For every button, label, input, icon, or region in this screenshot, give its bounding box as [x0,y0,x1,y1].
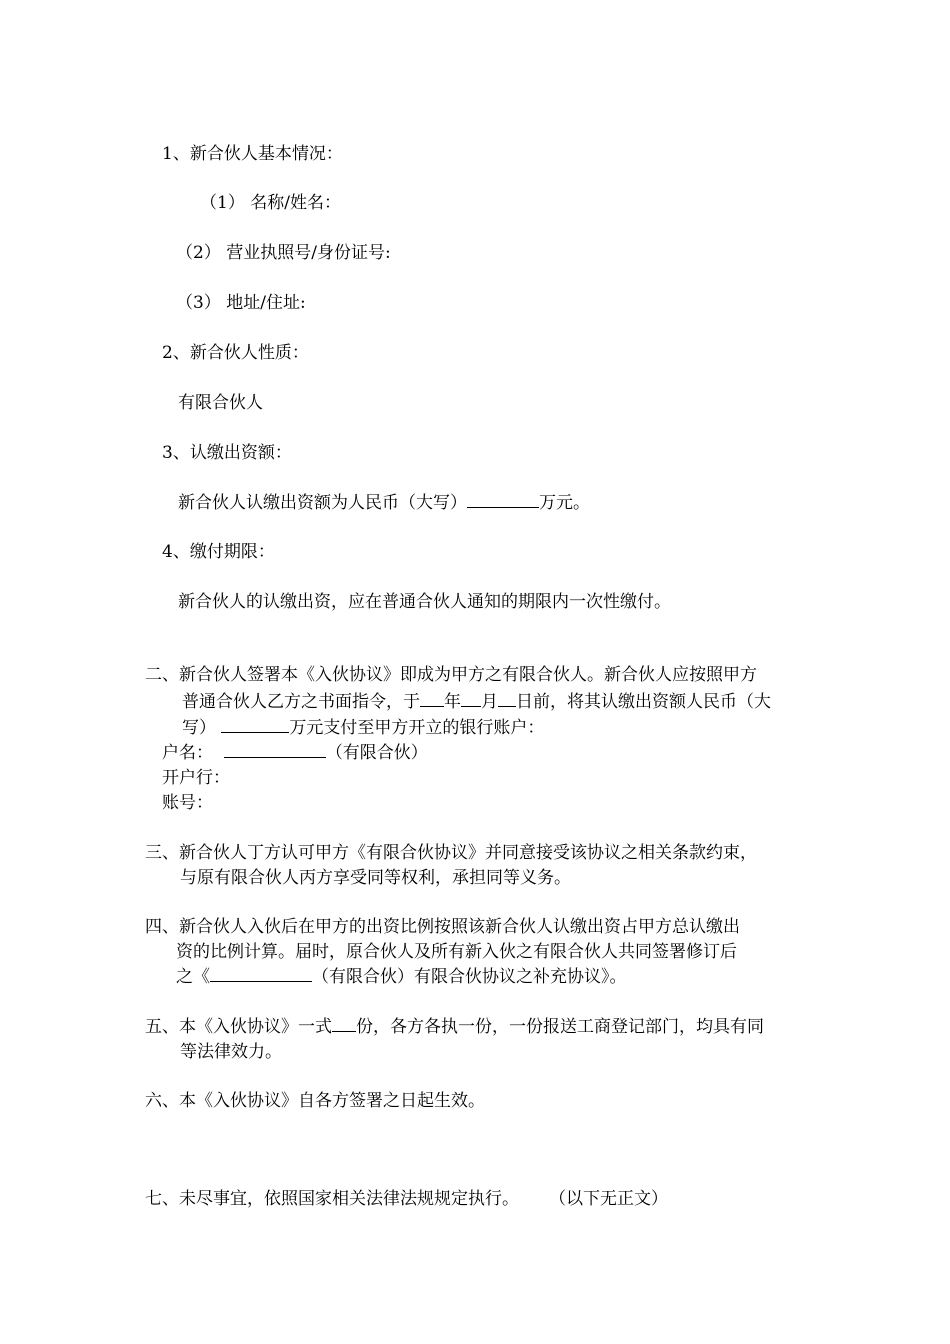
clause-3-line-1: 三、新合伙人丁方认可甲方《有限合伙协议》并同意接受该协议之相关条款约束， [145,843,757,863]
clause-7-line [145,1187,668,1211]
clause-6-line-1: 六、本《入伙协议》自各方签署之日起生效。 [145,1091,485,1111]
account-number-label: 账号： [162,793,213,813]
account-name-label: 户名： [162,743,213,763]
clause-4-text: （有限合伙）有限合伙协议之补充协议》。 [312,967,627,987]
clause-7-text: 七、未尽事宜，依照国家相关法律法规规定执行。 [145,1189,519,1209]
clause-5-line-2: 等法律效力。 [180,1042,282,1062]
agreement-name-blank [210,965,312,982]
amount-blank [467,491,539,508]
month-label: 月 [481,692,498,712]
clause-2-text: 日前，将其认缴出资额人民币（大 [516,692,771,712]
address-field-label: （3） 地址/住址: [176,293,306,313]
name-field-label: （1） 名称/姓名： [200,193,341,213]
amount-unit: 万元。 [539,493,590,513]
item-1-heading: 1、新合伙人基本情况： [162,144,343,164]
year-label: 年 [444,692,461,712]
month-blank [461,690,481,707]
bank-label: 开户行： [162,768,230,788]
clause-5-text: 五、本《入伙协议》一式 [145,1017,332,1037]
item-3-heading: 3、认缴出资额： [162,443,292,463]
account-name-suffix: （有限合伙） [325,743,428,763]
clause-2-text: 普通合伙人乙方之书面指令，于 [182,692,420,712]
payment-deadline-text: 新合伙人的认缴出资，应在普通合伙人通知的期限内一次性缴付。 [178,592,671,612]
clause-5-text: 份，各方各执一份，一份报送工商登记部门，均具有同 [356,1017,764,1037]
clause-2-text: 万元支付至甲方开立的银行账户： [289,718,545,738]
clause-2-text: 写） [182,718,216,738]
clause-4-line-1: 四、新合伙人入伙后在甲方的出资比例按照该新合伙人认缴出资占甲方总认缴出 [145,917,740,937]
amount-blank [221,716,289,733]
clause-4-line-2: 资的比例计算。届时，原合伙人及所有新入伙之有限合伙人共同签署修订后 [176,942,737,962]
copies-blank [332,1015,356,1032]
partner-type-value: 有限合伙人 [178,393,263,413]
item-4-heading: 4、缴付期限： [162,542,275,562]
end-of-text-note: （以下无正文） [549,1189,668,1209]
clause-4-text: 之《 [176,967,210,987]
clause-5-line-1 [145,1015,764,1039]
year-blank [420,690,444,707]
subscribed-amount-line [178,491,590,515]
clause-2-line-3 [182,716,544,740]
clause-2-line-2 [182,690,771,714]
clause-2-line-1: 二、新合伙人签署本《入伙协议》即成为甲方之有限合伙人。新合伙人应按照甲方 [145,665,757,685]
clause-4-line-3 [176,965,627,989]
item-2-heading: 2、新合伙人性质： [162,343,309,363]
day-blank [498,690,516,707]
clause-3-line-2: 与原有限合伙人丙方享受同等权利，承担同等义务。 [180,868,571,888]
license-field-label: （2） 营业执照号/身份证号: [176,243,391,263]
account-name-blank [224,741,326,758]
account-name-line [162,741,428,765]
subscribed-amount-text: 新合伙人认缴出资额为人民币（大写） [178,493,467,513]
